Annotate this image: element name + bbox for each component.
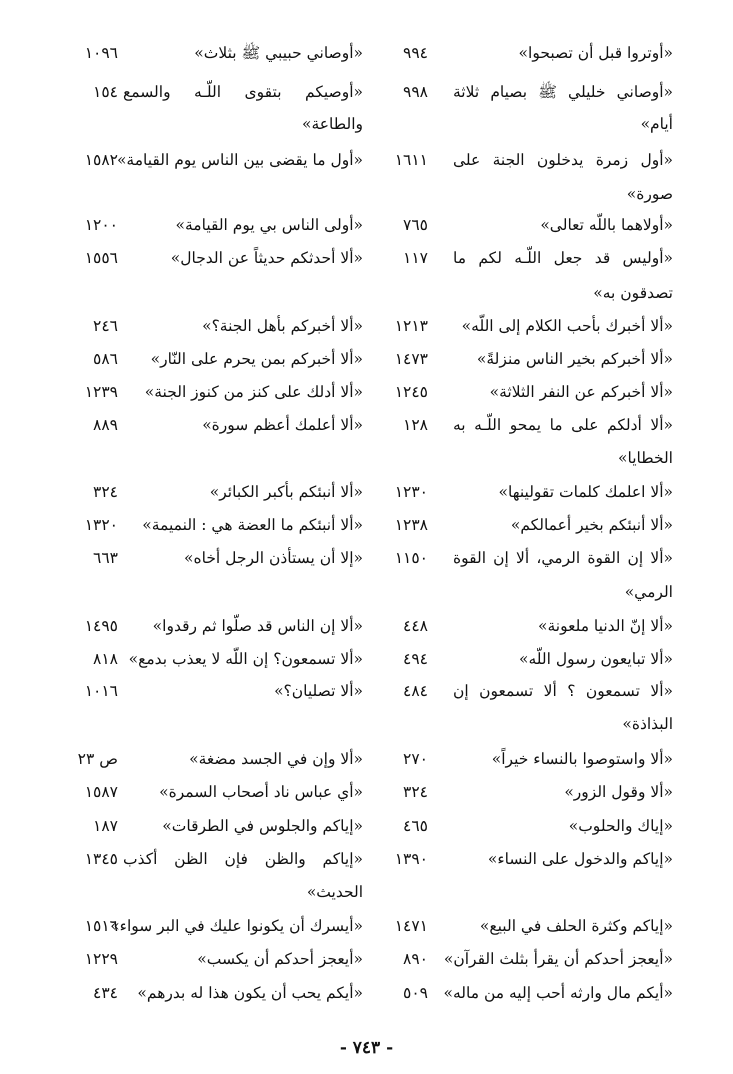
continuation-col1: صورة»: [626, 185, 673, 203]
index-row: [0, 879, 733, 905]
hadith-number-col1: ١٢٣٠: [394, 483, 428, 501]
index-row: [0, 147, 733, 173]
hadith-text-col2: «إياكم والظن فإن الظن أكذب: [123, 850, 363, 868]
hadith-text-col1: «ألا أخبرك بأحب الكلام إلى اللّه»: [461, 317, 673, 335]
index-row: [0, 79, 733, 105]
index-row: [0, 946, 733, 972]
hadith-text-col1: «أيعجز أحدكم أن يقرأ بثلث القرآن»: [443, 950, 673, 968]
index-row: [0, 212, 733, 238]
hadith-number-col1: ٧٦٥: [403, 216, 428, 234]
index-row: [0, 913, 733, 939]
index-row: [0, 813, 733, 839]
hadith-number-col2: ١٠٩٦: [84, 44, 118, 62]
hadith-text-col2: «ألا أحدثكم حديثاً عن الدجال»: [170, 249, 363, 267]
hadith-number-col2: ص ٢٣: [77, 750, 118, 768]
hadith-number-col2: ١٢٠٠: [84, 216, 118, 234]
hadith-text-col2: «ألا تسمعون؟ إن اللّه لا يعذب بدمع»: [128, 650, 363, 668]
hadith-text-col2: «ألا أنبئكم بأكبر الكبائر»: [209, 483, 363, 501]
page-number: - ٧٤٣ -: [339, 1038, 394, 1058]
hadith-text-col1: «إياكم والدخول على النساء»: [487, 850, 673, 868]
hadith-number-col2: ٤٣٤: [93, 984, 118, 1002]
continuation-col2: الحديث»: [306, 883, 363, 901]
continuation-col1: أيام»: [640, 115, 673, 133]
index-row: [0, 346, 733, 372]
hadith-number-col2: ١٨٧: [93, 817, 118, 835]
hadith-number-col2: ٦٦٣: [93, 549, 118, 567]
continuation-col1: البذاذة»: [622, 715, 673, 733]
hadith-text-col2: «إلا أن يستأذن الرجل أخاه»: [184, 549, 363, 567]
hadith-text-col1: «أوتروا قبل أن تصبحوا»: [518, 44, 673, 62]
hadith-text-col2: «أيعجز أحدكم أن يكسب»: [197, 950, 363, 968]
hadith-text-col2: «ألا أنبئكم ما العضة هي : النميمة»: [142, 516, 363, 534]
hadith-text-col2: «أول ما يقضى بين الناس يوم القيامة»: [116, 151, 363, 169]
hadith-number-col1: ١٦١١: [394, 151, 428, 169]
hadith-text-col2: «أي عباس ناد أصحاب السمرة»: [159, 783, 363, 801]
hadith-number-col1: ١١٥٠: [394, 549, 428, 567]
hadith-text-col2: «أوصاني حبيبي ﷺ بثلاث»: [194, 44, 363, 62]
hadith-text-col1: «أوليس قد جعل اللّـه لكم ما: [453, 249, 673, 267]
hadith-text-col2: «ألا أخبركم بأهل الجنة؟»: [202, 317, 363, 335]
hadith-text-col1: «ألا واستوصوا بالنساء خيراً»: [491, 750, 673, 768]
index-row: [0, 181, 733, 207]
hadith-text-col1: «ألا أخبركم عن النفر الثلاثة»: [489, 383, 673, 401]
hadith-text-col1: «أوصاني خليلي ﷺ بصيام ثلاثة: [453, 83, 673, 101]
hadith-number-col2: ١٠١٦: [84, 682, 118, 700]
hadith-number-col1: ٤٨٤: [403, 682, 428, 700]
hadith-text-col2: «ألا أدلك على كنز من كنوز الجنة»: [144, 383, 363, 401]
hadith-text-col2: «ألا أخبركم بمن يحرم على النّار»: [150, 350, 363, 368]
hadith-number-col1: ٩٩٤: [403, 44, 428, 62]
hadith-text-col1: «ألا أدلكم على ما يمحو اللّـه به: [453, 416, 673, 434]
hadith-number-col1: ٨٩٠: [403, 950, 428, 968]
continuation-col1: الرمي»: [624, 583, 673, 601]
hadith-number-col1: ١٤٧٣: [394, 350, 428, 368]
index-row: [0, 445, 733, 471]
hadith-text-col2: «ألا أعلمك أعظم سورة»: [202, 416, 363, 434]
hadith-text-col1: «ألا إن القوة الرمي، ألا إن القوة: [453, 549, 673, 567]
index-row: [0, 678, 733, 704]
hadith-text-col2: «أولى الناس بي يوم القيامة»: [175, 216, 363, 234]
hadith-text-col1: «ألا تبايعون رسول اللّه»: [518, 650, 673, 668]
hadith-number-col2: ١٤٩٥: [84, 617, 118, 635]
index-row: [0, 779, 733, 805]
hadith-number-col2: ١٣٤٥: [84, 850, 118, 868]
index-row: [0, 579, 733, 605]
hadith-number-col2: ١٣٢٠: [84, 516, 118, 534]
hadith-number-col2: ٨١٨: [93, 650, 118, 668]
hadith-text-col1: «إياك والحلوب»: [568, 817, 673, 835]
hadith-number-col1: ١٢٣٨: [394, 516, 428, 534]
hadith-text-col1: «ألا أنبئكم بخير أعمالكم»: [510, 516, 673, 534]
index-row: [0, 479, 733, 505]
hadith-text-col2: «ألا تصليان؟»: [274, 682, 363, 700]
hadith-text-col2: «إياكم والجلوس في الطرقات»: [162, 817, 363, 835]
hadith-text-col2: «ألا وإن في الجسد مضغة»: [189, 750, 363, 768]
hadith-number-col1: ٩٩٨: [403, 83, 428, 101]
hadith-number-col2: ٢٤٦: [93, 317, 118, 335]
hadith-text-col1: «أيكم مال وارثه أحب إليه من ماله»: [443, 984, 673, 1002]
hadith-number-col1: ٥٠٩: [403, 984, 428, 1002]
hadith-number-col2: ١٢٢٩: [84, 950, 118, 968]
hadith-text-col1: «ألا إنّ الدنيا ملعونة»: [537, 617, 673, 635]
hadith-text-col1: «ألا أخبركم بخير الناس منزلةً»: [476, 350, 673, 368]
hadith-number-col1: ١٣٩٠: [394, 850, 428, 868]
index-row: [0, 379, 733, 405]
index-row: [0, 545, 733, 571]
hadith-number-col1: ١١٧: [403, 249, 428, 267]
hadith-number-col1: ١٢١٣: [394, 317, 428, 335]
hadith-number-col2: ١٥١٦: [84, 917, 118, 935]
continuation-col2: والطاعة»: [302, 115, 363, 133]
index-row: [0, 313, 733, 339]
hadith-number-col2: ١٥٤: [93, 83, 118, 101]
index-row: [0, 245, 733, 271]
hadith-number-col2: ١٥٨٧: [84, 783, 118, 801]
hadith-text-col2: «أوصيكم بتقوى اللّـه والسمع: [123, 83, 363, 101]
index-row: [0, 711, 733, 737]
index-row: [0, 40, 733, 66]
hadith-text-col1: «أولاهما باللّه تعالى»: [540, 216, 673, 234]
hadith-number-col1: ١٢٤٥: [394, 383, 428, 401]
index-row: [0, 280, 733, 306]
hadith-text-col2: «أيسرك أن يكونوا عليك في البر سواء»: [110, 917, 363, 935]
hadith-text-col2: «ألا إن الناس قد صلّوا ثم رقدوا»: [152, 617, 363, 635]
continuation-col1: الخطايا»: [618, 449, 673, 467]
hadith-number-col1: ١٢٨: [403, 416, 428, 434]
hadith-text-col1: «ألا تسمعون ؟ ألا تسمعون إن: [453, 682, 673, 700]
index-row: [0, 980, 733, 1006]
hadith-number-col2: ٣٢٤: [93, 483, 118, 501]
hadith-text-col1: «إياكم وكثرة الحلف في البيع»: [479, 917, 673, 935]
index-row: [0, 646, 733, 672]
hadith-number-col2: ١٥٥٦: [84, 249, 118, 267]
hadith-text-col1: «ألا اعلمك كلمات تقولينها»: [498, 483, 673, 501]
index-row: [0, 846, 733, 872]
hadith-number-col2: ٨٨٩: [93, 416, 118, 434]
hadith-text-col1: «أول زمرة يدخلون الجنة على: [453, 151, 673, 169]
hadith-number-col1: ٣٢٤: [403, 783, 428, 801]
hadith-number-col1: ١٤٧١: [394, 917, 428, 935]
hadith-number-col1: ٢٧٠: [403, 750, 428, 768]
continuation-col1: تصدقون به»: [593, 284, 673, 302]
hadith-text-col1: «ألا وقول الزور»: [564, 783, 673, 801]
hadith-text-col2: «أيكم يحب أن يكون هذا له بدرهم»: [137, 984, 363, 1002]
index-row: [0, 613, 733, 639]
index-row: [0, 111, 733, 137]
index-row: [0, 746, 733, 772]
hadith-number-col1: ٤٦٥: [403, 817, 428, 835]
index-row: [0, 512, 733, 538]
hadith-number-col1: ٤٩٤: [403, 650, 428, 668]
hadith-number-col1: ٤٤٨: [403, 617, 428, 635]
index-row: [0, 412, 733, 438]
hadith-number-col2: ١٥٨٢: [84, 151, 118, 169]
hadith-number-col2: ٥٨٦: [93, 350, 118, 368]
hadith-number-col2: ١٢٣٩: [84, 383, 118, 401]
